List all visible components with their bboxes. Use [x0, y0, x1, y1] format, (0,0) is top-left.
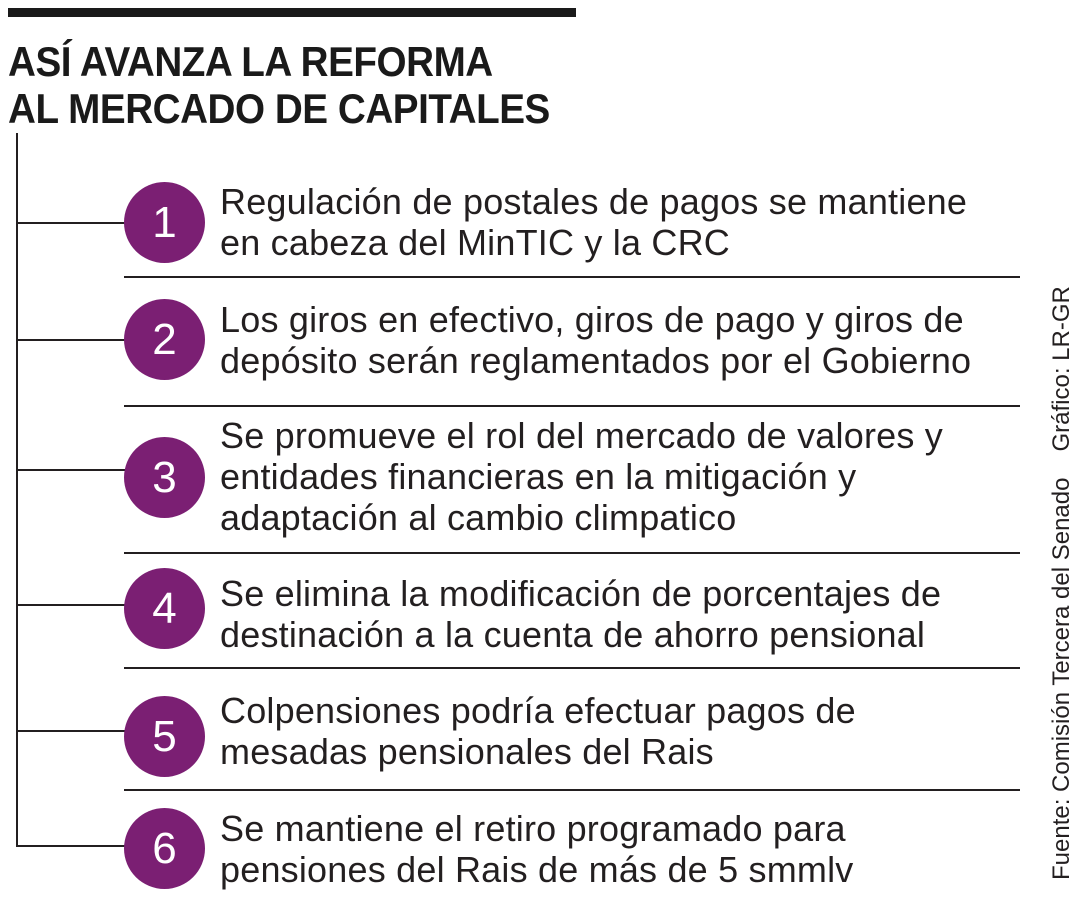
- step-text: [220, 181, 1020, 263]
- divider: [124, 667, 1020, 669]
- page-title: [8, 38, 550, 132]
- title-line-2: AL MERCADO DE CAPITALES: [8, 85, 550, 132]
- step-text-line: mesadas pensionales del Rais: [220, 731, 714, 772]
- divider: [124, 405, 1020, 407]
- step-text-line: entidades financieras en la mitigación y: [220, 456, 857, 497]
- graphic-credit-text: Gráfico: LR-GR: [1048, 286, 1075, 452]
- step-text-line: Colpensiones podría efectuar pagos de: [220, 690, 856, 731]
- source-credit: [1048, 286, 1076, 880]
- step-number-badge: 2: [124, 299, 205, 380]
- step-text-line: pensiones del Rais de más de 5 smmlv: [220, 849, 854, 890]
- divider: [124, 552, 1020, 554]
- step-text: [220, 573, 1020, 655]
- step-number-badge: 3: [124, 437, 205, 518]
- step-text: [220, 299, 1020, 381]
- step-text-line: depósito serán reglamentados por el Gobierno: [220, 340, 972, 381]
- step-number-badge: 1: [124, 182, 205, 263]
- connector-3: [16, 469, 126, 471]
- connector-1: [16, 222, 126, 224]
- connector-2: [16, 339, 126, 341]
- top-rule: [8, 8, 576, 17]
- step-number-badge: 4: [124, 568, 205, 649]
- timeline-spine: [16, 133, 18, 846]
- step-text-line: adaptación al cambio climpatico: [220, 497, 737, 538]
- step-number-badge: 5: [124, 696, 205, 777]
- connector-6: [16, 845, 126, 847]
- connector-4: [16, 604, 126, 606]
- source-text: Fuente: Comisión Tercera del Senado: [1048, 477, 1075, 880]
- step-text: [220, 808, 1020, 890]
- step-text: [220, 415, 1020, 538]
- step-text: [220, 690, 1020, 772]
- step-text-line: Se promueve el rol del mercado de valores y: [220, 415, 943, 456]
- title-line-1: ASÍ AVANZA LA REFORMA: [8, 38, 493, 85]
- step-text-line: Se mantiene el retiro programado para: [220, 808, 846, 849]
- step-number-badge: 6: [124, 808, 205, 889]
- connector-5: [16, 730, 126, 732]
- step-text-line: destinación a la cuenta de ahorro pensional: [220, 614, 926, 655]
- step-text-line: Los giros en efectivo, giros de pago y giros de: [220, 299, 964, 340]
- step-text-line: en cabeza del MinTIC y la CRC: [220, 222, 730, 263]
- divider: [124, 789, 1020, 791]
- step-text-line: Regulación de postales de pagos se mantiene: [220, 181, 968, 222]
- step-text-line: Se elimina la modificación de porcentajes de: [220, 573, 942, 614]
- divider: [124, 276, 1020, 278]
